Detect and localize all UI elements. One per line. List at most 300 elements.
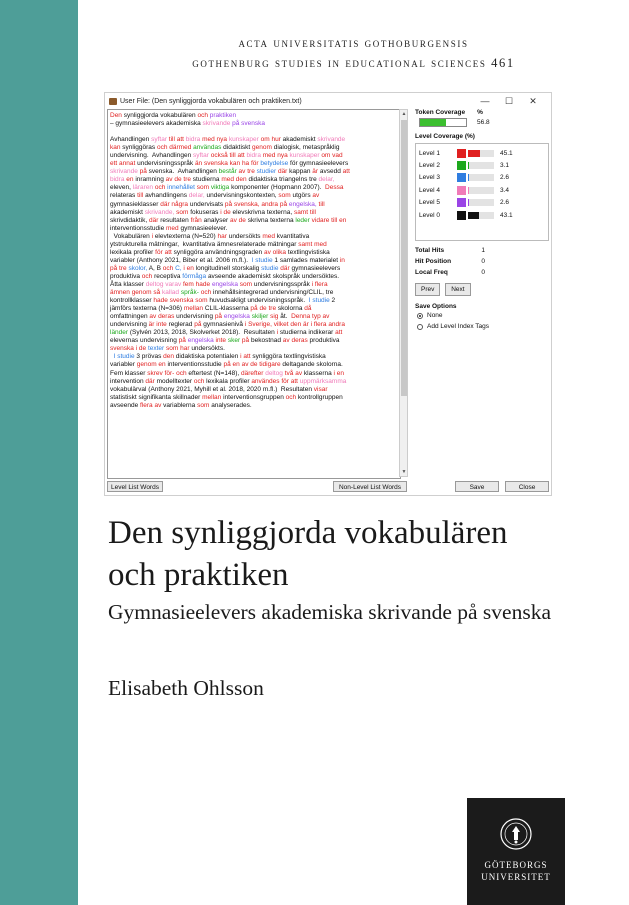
- radio-icon[interactable]: [417, 324, 423, 330]
- editor-word: variablerna: [163, 401, 198, 409]
- editor-word: består: [218, 168, 239, 176]
- editor-word: på: [224, 200, 234, 208]
- editor-word: engelska: [223, 313, 252, 321]
- editor-word: för gymnasieelevers: [290, 160, 349, 168]
- editor-word: synliggöras: [122, 144, 157, 152]
- editor-word: att: [164, 248, 174, 256]
- editor-word: genom: [252, 144, 274, 152]
- editor-word: tre: [183, 176, 193, 184]
- editor-word: varav: [165, 280, 183, 288]
- editor-word: kan: [110, 144, 123, 152]
- editor-word: gymnasieklasser: [110, 200, 161, 208]
- level-coverage-list: [415, 143, 549, 241]
- editor-line: [110, 273, 398, 281]
- level-row: [419, 147, 545, 159]
- editor-word: med: [314, 240, 327, 248]
- editor-word: interventionsstudie: [110, 224, 167, 232]
- editor-word: studie: [261, 264, 281, 272]
- editor-word: skiljer: [251, 313, 271, 321]
- editor-word: för: [281, 377, 291, 385]
- editor-word: visar: [313, 385, 328, 393]
- editor-word: I: [251, 256, 256, 264]
- editor-word: 2: [331, 297, 336, 305]
- editor-word: av: [238, 168, 248, 176]
- editor-word: mellan: [202, 393, 224, 401]
- editor-word: på: [241, 337, 251, 345]
- book-author: Elisabeth Ohlsson: [108, 676, 264, 700]
- editor-word: indikerar: [308, 329, 336, 337]
- editor-word: på: [250, 305, 260, 313]
- editor-line: [110, 378, 398, 386]
- editor-word: då: [304, 305, 312, 313]
- editor-word: syftar: [151, 136, 169, 144]
- editor-line: [110, 402, 398, 410]
- editor-word: genom: [131, 289, 154, 297]
- editor-word: gymnasienivå: [203, 321, 245, 329]
- editor-word: till: [331, 216, 340, 224]
- total-hits-label: Total Hits: [415, 247, 445, 254]
- close-window-button[interactable]: ✕: [529, 95, 537, 106]
- level-row: [419, 184, 545, 196]
- editor-word: är: [148, 321, 157, 329]
- scroll-down-icon[interactable]: ▼: [401, 469, 407, 475]
- editor-word: hur: [271, 136, 283, 144]
- editor-word: av: [263, 248, 273, 256]
- window-title: User File: (Den synliggjorda vokabulären och praktiken.txt): [120, 97, 302, 105]
- editor-word: didaktiska potentialen: [175, 353, 241, 361]
- editor-word: de: [250, 361, 260, 369]
- level-coverage-bar: [468, 187, 494, 194]
- editor-word: svenska: [110, 345, 136, 353]
- editor-word: på: [178, 337, 188, 345]
- editor-word: på: [214, 313, 224, 321]
- editor-word: skrivna texterna: [247, 216, 296, 224]
- editor-word: interventionsgruppen: [223, 393, 286, 401]
- editor-word: CLIL-klasserna: [204, 305, 251, 313]
- editor-word: den: [235, 176, 249, 184]
- editor-word: klasserna: [303, 369, 334, 377]
- editor-word: eftertest (N=148),: [188, 369, 241, 377]
- editor-word: innehållsintegrerad undervisning/CLIL, tre: [213, 289, 334, 297]
- editor-line: [110, 265, 398, 273]
- prev-button[interactable]: Prev: [415, 283, 440, 296]
- editor-word: innehållet: [167, 184, 197, 192]
- editor-word: modelltexter: [156, 377, 194, 385]
- editor-word: och: [285, 393, 298, 401]
- editor-line: [110, 192, 398, 200]
- editor-word: där: [149, 216, 161, 224]
- editor-line: [110, 281, 398, 289]
- level-color-swatch: [457, 186, 466, 195]
- editor-word: undervisning: [110, 321, 149, 329]
- editor-line: [110, 136, 398, 144]
- editor-word: flera: [140, 401, 155, 409]
- editor-word: bekostnad: [250, 337, 283, 345]
- editor-word: på: [279, 200, 289, 208]
- editor-word: förmåga: [182, 272, 208, 280]
- scrollbar-thumb[interactable]: [401, 120, 407, 396]
- editor-word: den: [290, 321, 304, 329]
- editor-word: intervention: [110, 377, 146, 385]
- scroll-up-icon[interactable]: ▲: [401, 111, 407, 117]
- editor-word: analyser: [203, 216, 230, 224]
- editor-word: språk-: [180, 289, 201, 297]
- token-coverage-fill: [420, 119, 446, 126]
- editor-word: på: [223, 361, 233, 369]
- editor-word: de: [138, 345, 148, 353]
- editor-word: den: [163, 353, 176, 361]
- level-coverage-label: Level Coverage (%): [415, 133, 475, 140]
- editor-word: bidra: [110, 176, 127, 184]
- editor-word: engelska: [211, 280, 240, 288]
- editor-word: skolorna: [277, 305, 305, 313]
- editor-word: samt: [298, 240, 315, 248]
- editor-word: av: [229, 216, 239, 224]
- radio-selected-icon[interactable]: [417, 313, 423, 319]
- editor-word: skrivande: [317, 136, 346, 144]
- editor-word: deras: [291, 337, 310, 345]
- editor-word: där: [277, 168, 290, 176]
- editor-word: vokabulärval (Anthony 2021, Myhill et al. 2018, 2020 m.fl.) Resultaten: [110, 385, 314, 393]
- editor-word: elevtexterna (N=520): [154, 232, 218, 240]
- editor-word: till: [168, 136, 177, 144]
- editor-word: användas: [193, 144, 224, 152]
- editor-line: [110, 128, 398, 136]
- editor-text: [108, 110, 400, 410]
- editor-word: där: [160, 200, 172, 208]
- editor-word: skrev: [147, 369, 165, 377]
- editor-word: som: [196, 184, 211, 192]
- editor-word: variabler (Anthony 2021, Biber et al. 2006 m.fl.).: [110, 256, 252, 264]
- maximize-button[interactable]: ☐: [504, 95, 514, 106]
- editor-scrollbar[interactable]: [399, 109, 408, 477]
- editor-word: 1 samlades materialet: [274, 256, 340, 264]
- editor-word: annat: [119, 160, 138, 168]
- editor-line: [110, 249, 398, 257]
- editor-line: [110, 386, 398, 394]
- level-value: 45.1: [500, 149, 513, 157]
- editor-word: omfattningen: [110, 313, 150, 321]
- editor-word: 3 prövas: [136, 353, 164, 361]
- level-name: Level 2: [419, 162, 440, 170]
- editor-word: inte: [215, 337, 228, 345]
- level-coverage-fill: [468, 150, 480, 157]
- editor-word: läraren: [132, 184, 155, 192]
- editor-word: ämnen: [110, 289, 132, 297]
- editor-word: andra: [328, 321, 345, 329]
- editor-word: A, B: [148, 264, 163, 272]
- editor-word: så: [153, 289, 163, 297]
- editor-word: hade: [195, 280, 212, 288]
- editor-word: att: [335, 329, 343, 337]
- editor-word: som: [176, 208, 191, 216]
- editor-word: kontrollgruppen: [297, 393, 343, 401]
- level-value: 3.1: [500, 162, 510, 170]
- editor-word: och: [156, 144, 170, 152]
- token-coverage-label: Token Coverage: [415, 109, 466, 116]
- editor-word: där: [280, 264, 292, 272]
- editor-word: studie: [312, 297, 332, 305]
- cover-spine-band: [0, 0, 78, 905]
- university-seal-icon: [500, 818, 532, 850]
- app-icon: [109, 98, 117, 105]
- editor-line: [110, 305, 398, 313]
- editor-word: än: [194, 160, 204, 168]
- editor-line: [110, 241, 398, 249]
- editor-word: olika: [272, 248, 288, 256]
- editor-word: tre: [119, 264, 129, 272]
- editor-word: som: [197, 401, 212, 409]
- option-add-label: Add Level Index Tags: [427, 323, 490, 330]
- editor-word: en: [158, 361, 168, 369]
- local-freq-label: Local Freq: [415, 269, 448, 276]
- close-button[interactable]: Close: [505, 481, 549, 492]
- editor-word: åt.: [280, 313, 292, 321]
- editor-word: undersökts: [228, 232, 263, 240]
- level-value: 2.6: [500, 174, 510, 182]
- editor-word: huvudsakligt undervisningsspråk.: [209, 297, 309, 305]
- editor-word: synliggöra användningsgraden: [173, 248, 264, 256]
- level-row: [419, 172, 545, 184]
- editor-word: typ: [312, 313, 323, 321]
- editor-word: undervisningsspråk: [137, 160, 195, 168]
- editor-word: till: [229, 152, 238, 160]
- editor-line: [110, 297, 398, 305]
- editor-word: studie: [117, 353, 137, 361]
- editor-word: är: [303, 321, 311, 329]
- level-coverage-fill: [468, 199, 469, 206]
- editor-word: undervisning: [176, 313, 215, 321]
- editor-word: lexikala profiler: [206, 377, 252, 385]
- editor-word: Vokabulären: [110, 232, 152, 240]
- editor-word: avsedd: [319, 168, 343, 176]
- editor-word: komponenter (Hopmann 2007).: [231, 184, 326, 192]
- editor-word: Denna: [291, 313, 313, 321]
- series-title: acta universitatis gothoburgensis: [238, 36, 469, 50]
- editor-word: kallad: [162, 289, 181, 297]
- level-row: [419, 159, 545, 171]
- editor-word: en: [186, 264, 196, 272]
- series-subtitle: gothenburg studies in educational sciences 461: [192, 56, 515, 70]
- editor-word: en: [339, 216, 347, 224]
- editor-word: av: [165, 176, 175, 184]
- editor-word: från: [190, 216, 204, 224]
- editor-word: interventionsstudie: [167, 361, 224, 369]
- editor-word: i: [240, 353, 244, 361]
- editor-word: skrivande: [202, 120, 233, 128]
- editor-word: C,: [175, 264, 184, 272]
- app-window-screenshot: [104, 92, 552, 496]
- editor-word: en: [232, 361, 242, 369]
- editor-word: resultaten: [160, 216, 191, 224]
- editor-word: kontrollklasser: [110, 297, 154, 305]
- editor-word: didaktiskt: [223, 144, 253, 152]
- option-none[interactable]: [415, 310, 549, 321]
- level-coverage-fill: [468, 162, 469, 169]
- level-coverage-bar: [468, 150, 494, 157]
- editor-word: andra: [261, 200, 280, 208]
- editor-word: tre: [247, 168, 257, 176]
- editor-word: studierna: [192, 176, 222, 184]
- editor-word: de: [238, 216, 248, 224]
- hit-position-value: 0: [481, 258, 485, 265]
- editor-word: i: [183, 264, 187, 272]
- editor-word: nya: [277, 152, 290, 160]
- editor-word: Den: [110, 112, 124, 119]
- editor-word: att: [243, 353, 253, 361]
- editor-line: [110, 394, 398, 402]
- editor-word: avseende akademiskt skolspråk undersöktes.: [207, 272, 340, 280]
- editor-word: analyserades.: [211, 401, 252, 409]
- editor-line: [110, 257, 398, 265]
- editor-word: akademiskt: [110, 208, 145, 216]
- editor-word: ett: [110, 160, 120, 168]
- editor-word: statistiskt signifikanta skillnader: [110, 393, 203, 401]
- token-coverage-bar: [419, 118, 467, 127]
- editor-word: har: [180, 345, 192, 353]
- editor-word: i: [276, 329, 280, 337]
- editor-word: variabler: [110, 361, 137, 369]
- editor-word: av: [322, 313, 330, 321]
- editor-word: receptiva: [154, 272, 183, 280]
- editor-word: undervisningsspråk: [253, 280, 312, 288]
- editor-word: en: [126, 176, 136, 184]
- minimize-button[interactable]: —: [480, 95, 490, 106]
- editor-word: kvantitativa: [276, 232, 310, 240]
- level-color-swatch: [457, 211, 466, 220]
- text-editor[interactable]: [107, 109, 401, 479]
- total-hits-value: 1: [481, 247, 485, 254]
- next-button[interactable]: Next: [445, 283, 470, 296]
- editor-word: undervisning. Avhandlingen: [110, 152, 193, 160]
- editor-word: två: [284, 369, 296, 377]
- editor-word: Sverige,: [248, 321, 274, 329]
- editor-word: några: [171, 200, 190, 208]
- save-button[interactable]: Save: [455, 481, 499, 492]
- editor-word: syftar: [193, 152, 211, 160]
- editor-word: Dessa: [325, 184, 344, 192]
- editor-word: som: [166, 345, 181, 353]
- book-title-line2: och praktiken: [108, 557, 289, 593]
- editor-word: de: [259, 305, 269, 313]
- level-name: Level 5: [419, 199, 440, 207]
- editor-word: vidare: [311, 216, 332, 224]
- editor-word: viktiga: [210, 184, 232, 192]
- editor-line: [110, 168, 398, 176]
- editor-word: länder: [110, 329, 130, 337]
- level-color-swatch: [457, 149, 466, 158]
- editor-word: relateras: [110, 192, 138, 200]
- editor-word: studie: [255, 256, 275, 264]
- editor-word: praktiken: [209, 112, 237, 119]
- editor-word: där: [145, 377, 157, 385]
- editor-word: av: [241, 361, 251, 369]
- editor-line: [110, 184, 398, 192]
- non-level-list-words-button[interactable]: Non-Level List Words: [333, 481, 407, 492]
- editor-word: svenska: [169, 297, 196, 305]
- editor-word: av: [282, 337, 292, 345]
- editor-word: och: [154, 184, 168, 192]
- editor-word: av: [154, 401, 164, 409]
- editor-word: på svenska: [232, 120, 266, 128]
- editor-word: och: [162, 264, 176, 272]
- editor-word: undervisningskontexten,: [206, 192, 279, 200]
- editor-line: [110, 313, 398, 321]
- editor-word: in: [339, 256, 345, 264]
- editor-word: akademiskt: [282, 136, 318, 144]
- book-title: [108, 512, 508, 596]
- editor-word: i: [151, 232, 155, 240]
- editor-word: leder: [295, 216, 312, 224]
- editor-word: bidra: [246, 152, 263, 160]
- editor-word: sker: [227, 337, 242, 345]
- coverage-panel: [415, 109, 549, 332]
- editor-word: delar,: [188, 192, 207, 200]
- editor-line: [110, 345, 398, 353]
- editor-word: kunskaper: [289, 152, 322, 160]
- editor-word: Avhandlingen: [110, 136, 152, 144]
- editor-word: mellan: [183, 305, 205, 313]
- editor-word: med: [202, 136, 217, 144]
- editor-word: eleven,: [110, 184, 133, 192]
- level-coverage-bar: [468, 174, 494, 181]
- editor-word: flera: [313, 321, 329, 329]
- editor-word: inramning: [135, 176, 166, 184]
- editor-word: (Sylvén 2013, 2018, Skolverket 2018). Resultaten: [129, 329, 277, 337]
- option-add-level-index-tags[interactable]: [415, 321, 549, 332]
- editor-word: en: [336, 369, 344, 377]
- level-color-swatch: [457, 161, 466, 170]
- level-name: Level 0: [419, 211, 440, 219]
- editor-word: lexikala profiler: [110, 248, 156, 256]
- editor-word: och: [141, 272, 155, 280]
- editor-word: och: [176, 369, 189, 377]
- editor-word: på: [110, 264, 120, 272]
- editor-word: i: [333, 369, 337, 377]
- book-title-line1: Den synliggjorda vokabulären: [108, 515, 508, 551]
- editor-word: som: [195, 297, 210, 305]
- editor-word: Fem klasser: [110, 369, 148, 377]
- editor-word: nya: [216, 136, 229, 144]
- editor-word: för: [250, 160, 261, 168]
- percent-label: %: [477, 109, 483, 116]
- editor-word: – gymnasieelevers akademiska: [110, 120, 203, 128]
- level-list-words-button[interactable]: Level List Words: [107, 481, 163, 492]
- editor-word: av: [295, 369, 304, 377]
- editor-word: jämförs texterna (N=306): [110, 305, 184, 313]
- token-coverage-value: 56.8: [477, 119, 490, 126]
- editor-word: sig: [270, 313, 281, 321]
- editor-word: i: [244, 321, 249, 329]
- editor-word: texter: [147, 345, 167, 353]
- editor-word: skrivande: [110, 168, 140, 176]
- editor-word: bidra: [185, 136, 203, 144]
- hit-position-label: Hit Position: [415, 258, 452, 265]
- editor-line: [110, 370, 398, 378]
- editor-line: [110, 337, 398, 345]
- editor-word: deras: [158, 313, 177, 321]
- editor-word: att: [176, 136, 186, 144]
- editor-line: [110, 120, 398, 128]
- editor-line: [110, 112, 398, 120]
- level-coverage-fill: [468, 212, 479, 219]
- editor-word: genom: [136, 361, 159, 369]
- editor-line: [110, 321, 398, 329]
- editor-word: kan: [229, 160, 242, 168]
- book-subtitle: Gymnasieelevers akademiska skrivande på svenska: [108, 600, 551, 624]
- editor-word: undersökts.: [191, 345, 225, 353]
- level-coverage-fill: [468, 174, 469, 181]
